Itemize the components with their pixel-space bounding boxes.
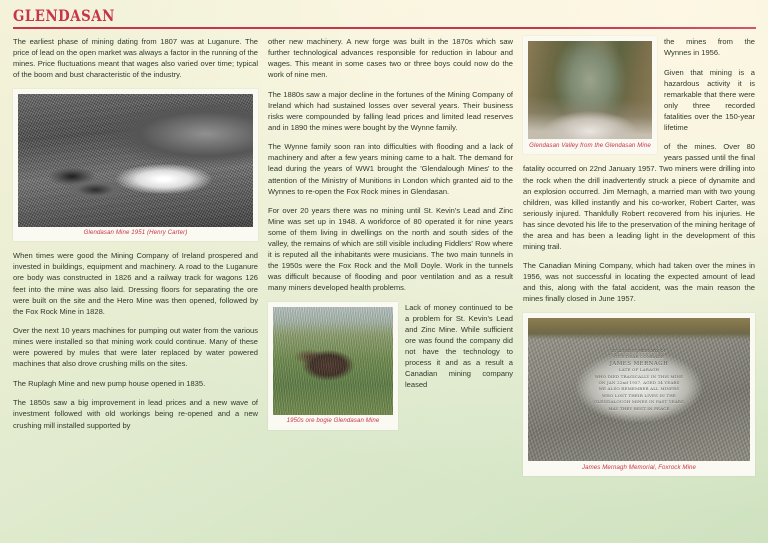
plaque-line: WHO DIED TRAGICALLY IN THIS MINE — [594, 373, 684, 379]
paragraph: For over 20 years there was no mining until St. Kevin's Lead and Zinc Mine was set up in 1948. A workforce of 80 operated it for nine years some of them living in dwellings on the north and south sides of the valley, the remains of which are still visible including Fiddlers' Row where it is reputed all the inhabitants were musicians. The two main tunnels in the 1950s were the Fox Rock and the Moll Doyle. Work in the tunnels was difficult because of flooding and poor ventilation and as a result many miners developed health problems. — [268, 206, 513, 293]
paragraph: Over the next 10 years machines for pumping out water from the various mines were installed so that mining work could continue. Many of these were powered by mules that were later replaced by water powered machines that also drove crushing mills on the sites. — [13, 326, 258, 369]
figure-caption: 1950s ore bogie Glendasan Mine — [286, 417, 380, 425]
paragraph: other new machinery. A new forge was built in the 1870s which saw further technological advances responsible for reduction in labour and wages. This meant in some cases two or three boys could now do the work of nine men. — [268, 37, 513, 80]
paragraph: The earliest phase of mining dating from 1807 was at Luganure. The price of lead on the open market was always a factor in the running of the mines. Price fluctuations meant that wages also varied over time; typical of the boom and bust characteristic of the industry. — [13, 37, 258, 80]
paragraph: When times were good the Mining Company of Ireland prospered and invested in buildings, equipment and machinery. A road to the Luganure ore body was constructed in 1826 and a railway track for wagons 126 feet into the mine was also laid. Dressing floors for separating the ore were built on the site and the Hero Mine was then opened, followed by the Fox Rock Mine in 1828. — [13, 251, 258, 316]
plaque-line: MAY THEY REST IN PEACE — [608, 405, 670, 411]
plaque-line: GLENDALOUGH MINES IN PAST YEARS — [594, 399, 684, 405]
figure-glendasan-valley — [523, 36, 657, 154]
figure-caption: Glendasan Mine 1951 (Henry Carter) — [83, 229, 188, 237]
plaque-line: JAMES MERNAGH — [609, 360, 669, 367]
paragraph: the mines from the Wynnes in 1956. — [664, 37, 755, 58]
photo-1950s-ore-bogie — [273, 307, 393, 415]
plaque-line: OUR DEAR COMRADE — [614, 354, 664, 360]
paragraph: The Ruplagh Mine and new pump house opened in 1835. — [13, 378, 206, 388]
paragraph: of the mines. Over 80 years passed until the final fatality occurred on 22nd January 1957. Two miners were drilling into the rock when the drill inadvertently struck a piece of dynamite and an explosion occurred. Jim Mernagh, a married man with two young children, was killed instantly and his co-worker, Robert Carter, was seriously injured. Thankfully Robert recovered from his injuries. He has since devoted his life to the preservation of the mining heritage of the area and has been a leading light in the development of this mining trail. — [523, 142, 755, 251]
plaque-line: WE ALSO REMEMBER ALL MINERS — [598, 386, 680, 392]
page-header — [13, 8, 756, 29]
photo-james-mernagh-memorial — [528, 318, 750, 461]
figure-caption: Glendasan Valley from the Glendasan Mine — [529, 141, 651, 149]
photo-glendasan-mine-1951 — [18, 94, 253, 227]
figure-ore-bogie — [268, 302, 398, 430]
paragraph: The 1850s saw a big improvement in lead prices and a new wave of investment followed with old workings being re-opened and a new crushing mill installed supported by — [13, 398, 258, 430]
memorial-plaque-inscription — [548, 348, 730, 412]
title-divider — [13, 27, 756, 29]
plaque-line: IN LOVING MEMORY OF — [611, 348, 667, 354]
figure-caption: James Mernagh Memorial, Foxrock Mine — [582, 463, 696, 471]
column-left — [13, 36, 258, 543]
column-right — [523, 36, 755, 543]
photo-glendasan-valley — [528, 41, 652, 139]
paragraph: The Canadian Mining Company, which had taken over the mines in 1956, was not successful in locating the expected amount of lead and this, along with the fatal accident, was the main reason the mines finally closed in June 1957. — [523, 261, 755, 304]
plaque-line: LATE OF LARAGH — [618, 367, 660, 373]
column-middle — [268, 36, 513, 543]
paragraph: The Wynne family soon ran into difficulties with flooding and a lack of machinery and after a few years mining came to a halt. The demand for lead during the years of WW1 brought the 'Glendalough Mines' to the attention of the Ministry of Munitions in London which granted aid to the Wynnes to re-open the Fox Rock mines in Glendasan. — [268, 142, 513, 196]
paragraph: Lack of money continued to be a problem for St. Kevin's Lead and Zinc Mine. While sufficient ore was found the company did not have the technology to process it and as a result a Canadian mining company leased — [405, 302, 513, 390]
page-title: GLENDASAN — [13, 6, 115, 25]
paragraph: The 1880s saw a major decline in the fortunes of the Mining Company of Ireland which had sustained losses over several years. Their business risks were compounded by falling lead prices and limited lead reserves and in 1890 the mines were bought by the Wynne family. — [268, 89, 513, 132]
figure-glendasan-mine-1951 — [13, 89, 258, 242]
plaque-line: ON JAN 22nd 1957, AGED 34 YEARS — [598, 380, 680, 386]
paragraph: Given that mining is a hazardous activity it is remarkable that there were only three recorded fatalities over the 150-year lifetime — [664, 67, 755, 132]
plaque-line: WHO LOST THEIR LIVES IN THE — [601, 392, 677, 398]
figure-mernagh-memorial — [523, 313, 755, 476]
